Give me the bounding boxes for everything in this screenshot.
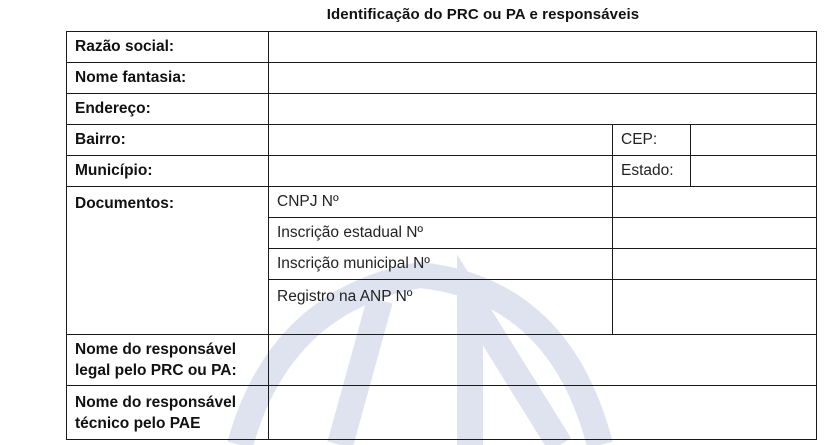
inscricao-municipal-field[interactable]	[613, 249, 817, 280]
registro-anp-label: Registro na ANP Nº	[269, 280, 613, 335]
row-responsavel-legal	[67, 335, 817, 386]
bairro-field[interactable]	[269, 125, 613, 156]
inscricao-estadual-field[interactable]	[613, 218, 817, 249]
endereco-field[interactable]	[269, 94, 817, 125]
bairro-label: Bairro:	[67, 125, 269, 156]
cep-label: CEP:	[613, 125, 691, 156]
responsavel-tecnico-field[interactable]	[269, 386, 817, 440]
inscricao-estadual-label: Inscrição estadual Nº	[269, 218, 613, 249]
responsavel-tecnico-label	[67, 386, 269, 440]
responsavel-legal-field[interactable]	[269, 335, 817, 386]
documentos-label: Documentos:	[67, 187, 269, 335]
row-nome-fantasia	[67, 63, 817, 94]
cep-field[interactable]	[691, 125, 817, 156]
inscricao-municipal-label: Inscrição municipal Nº	[269, 249, 613, 280]
row-municipio	[67, 156, 817, 187]
responsavel-legal-label	[67, 335, 269, 386]
razao-social-label: Razão social:	[67, 32, 269, 63]
row-responsavel-tecnico	[67, 386, 817, 440]
registro-anp-field[interactable]	[613, 280, 817, 335]
endereco-label: Endereço:	[67, 94, 269, 125]
cnpj-label: CNPJ Nº	[269, 187, 613, 218]
responsavel-legal-line1: Nome do responsável	[75, 341, 237, 358]
municipio-label: Município:	[67, 156, 269, 187]
estado-label: Estado:	[613, 156, 691, 187]
page-title: Identificação do PRC ou PA e responsáveis	[326, 6, 640, 23]
cnpj-field[interactable]	[613, 187, 817, 218]
responsavel-tecnico-line1: Nome do responsável	[75, 393, 237, 411]
identification-form-table	[66, 31, 817, 440]
responsavel-legal-line2: legal pelo PRC ou PA:	[75, 362, 237, 379]
nome-fantasia-field[interactable]	[269, 63, 817, 94]
razao-social-field[interactable]	[269, 32, 817, 63]
nome-fantasia-label: Nome fantasia:	[67, 63, 269, 94]
estado-field[interactable]	[691, 156, 817, 187]
municipio-field[interactable]	[269, 156, 613, 187]
row-bairro	[67, 125, 817, 156]
row-razao-social	[67, 32, 817, 63]
row-documentos-cnpj	[67, 187, 817, 218]
responsavel-tecnico-line2: técnico pelo PAE	[75, 414, 201, 432]
row-endereco	[67, 94, 817, 125]
